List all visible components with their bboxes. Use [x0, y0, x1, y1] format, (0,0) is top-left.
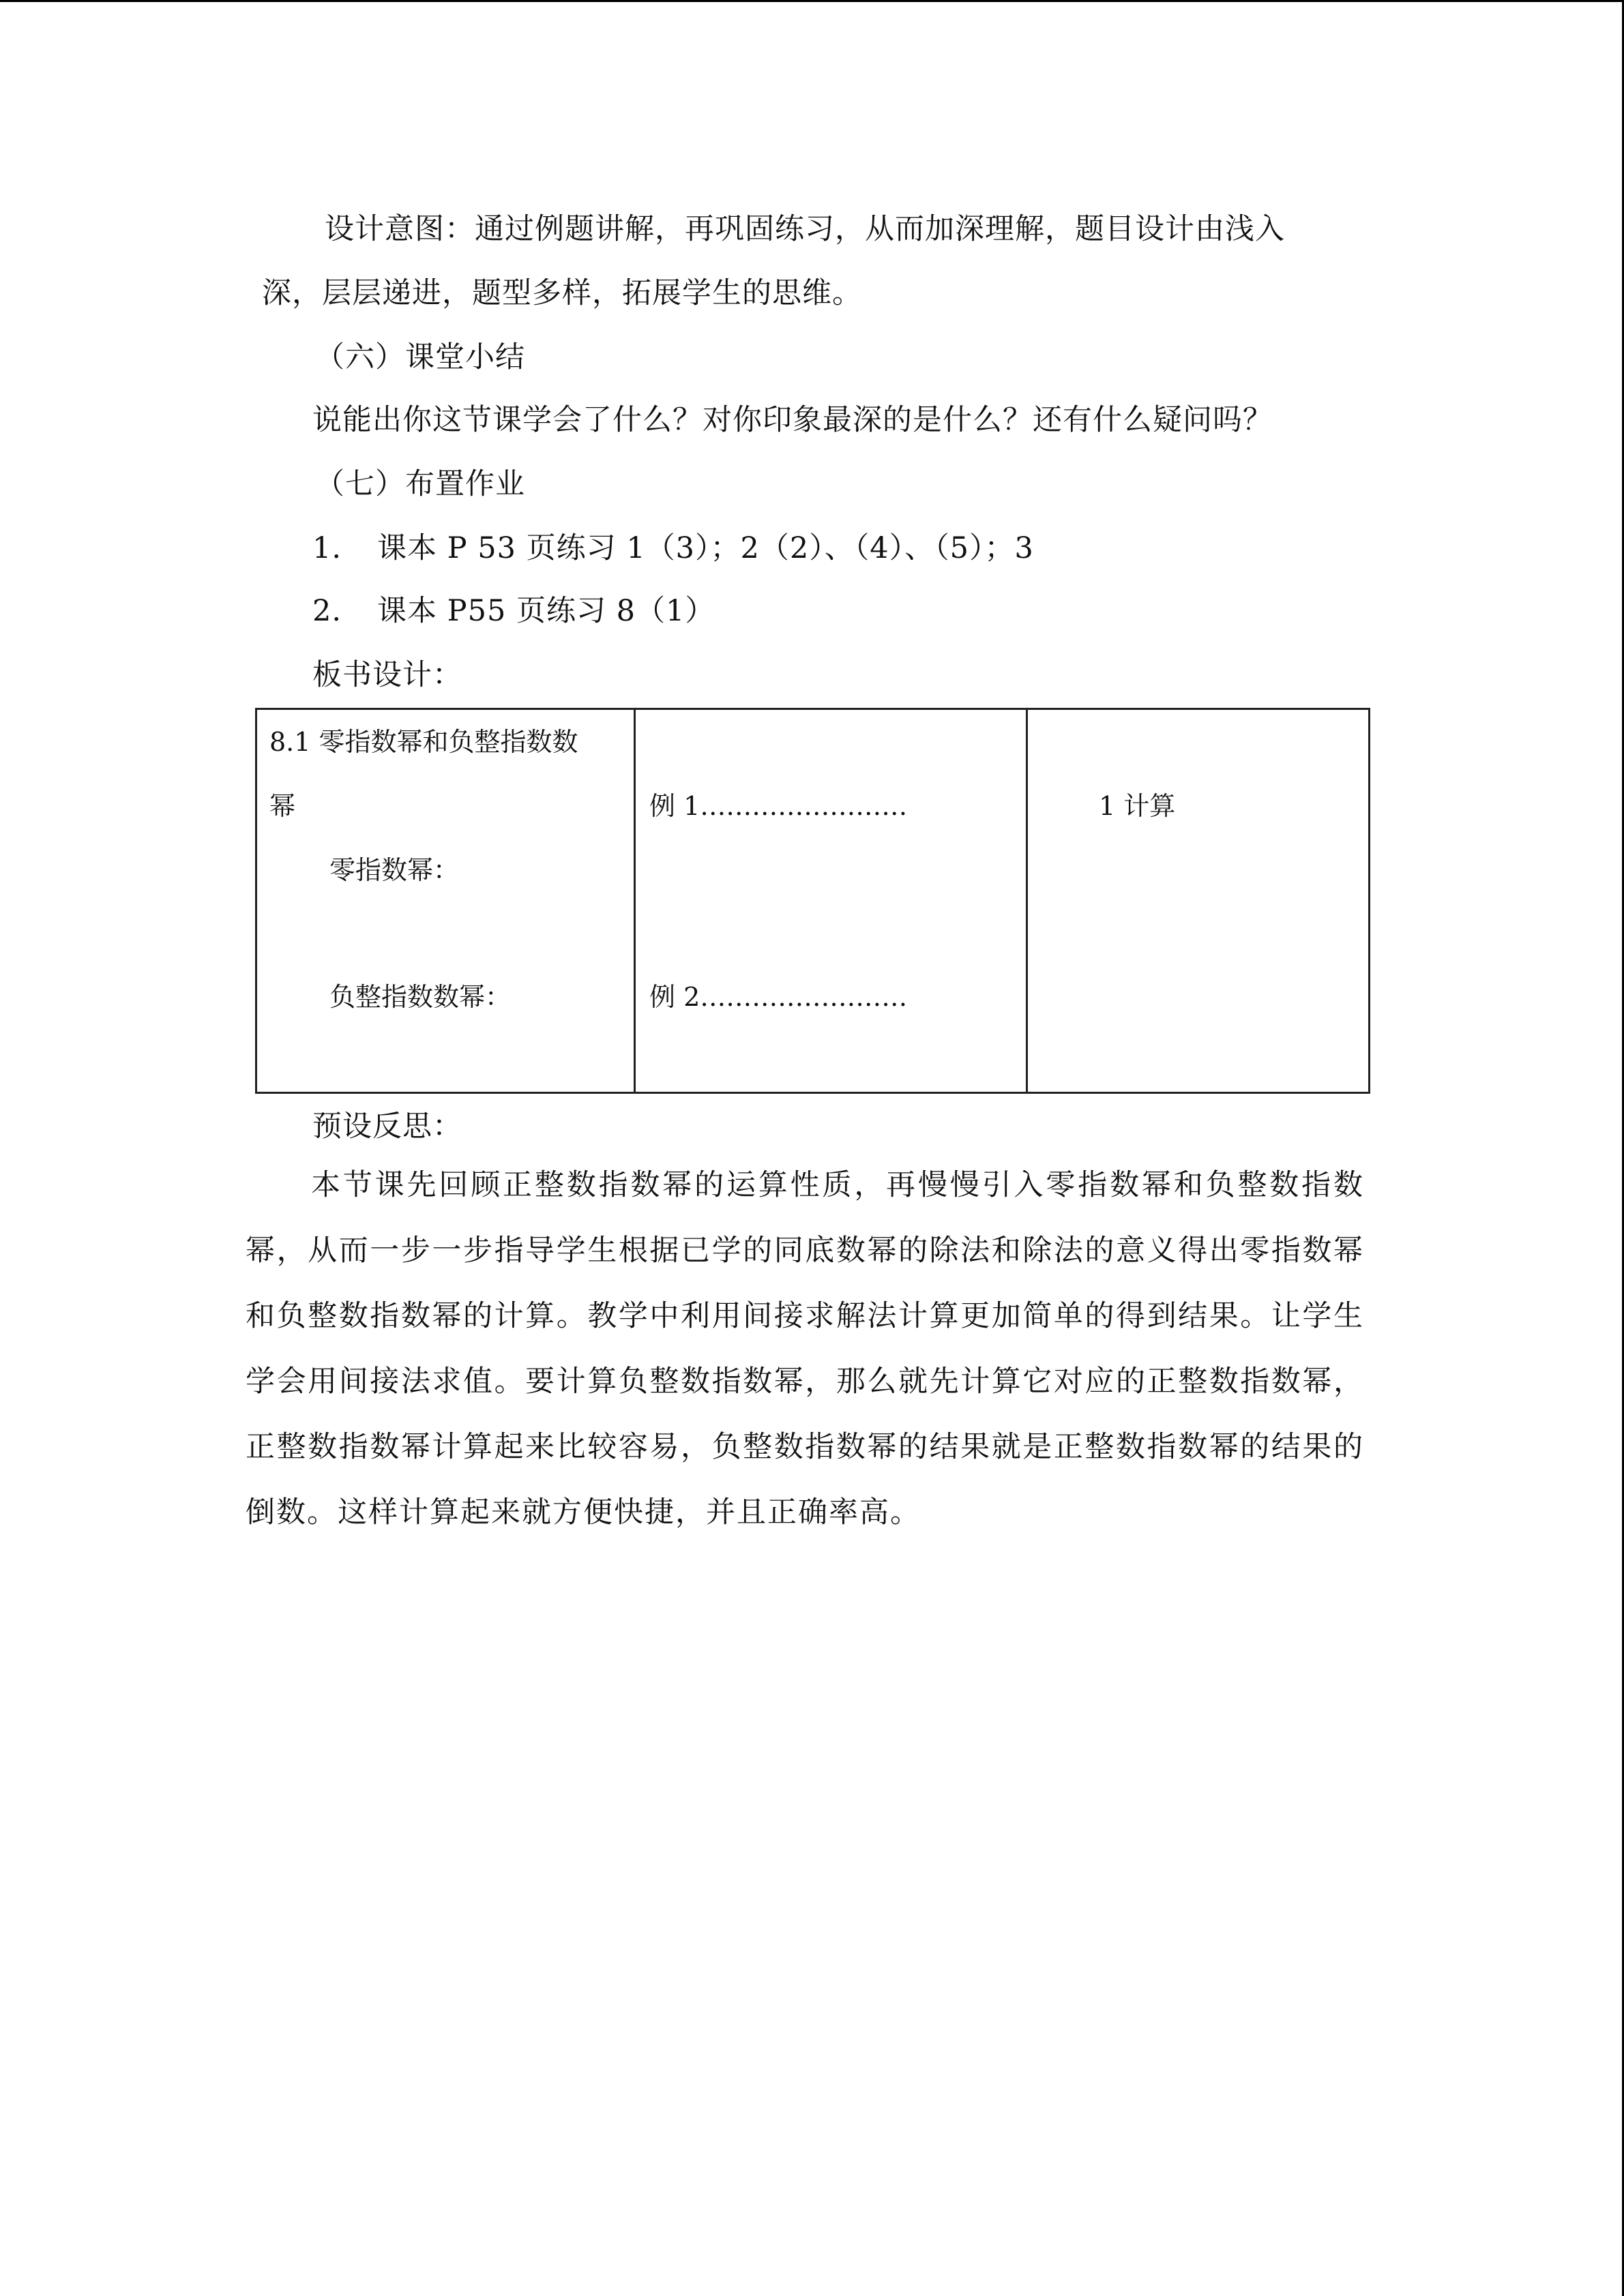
board-negative-exponent: 负整指数数幂： — [329, 982, 512, 1012]
board-col-examples — [635, 709, 1027, 1093]
board-design-table — [255, 708, 1370, 1094]
design-intent-line1: 设计意图：通过例题讲解，再巩固练习，从而加深理解，题目设计由浅入 — [325, 212, 1285, 246]
section7-heading: （七）布置作业 — [315, 467, 525, 501]
board-col-concepts — [256, 709, 635, 1093]
section6-text: 说能出你这节课学会了什么？对你印象最深的是什么？还有什么疑问吗？ — [312, 403, 1273, 437]
board-title-line2: 幂 — [269, 791, 296, 821]
board-title-line1: 8.1 零指数幂和负整指数数 — [269, 727, 578, 757]
design-intent-line2: 深，层层递进，题型多样，拓展学生的思维。 — [262, 276, 862, 310]
board-example-2: 例 2…………………… — [649, 982, 908, 1012]
section6-heading: （六）课堂小结 — [315, 340, 525, 374]
board-col-exercises — [1027, 709, 1370, 1093]
reflection-label: 预设反思： — [312, 1109, 462, 1144]
homework-item-2-num: 2. — [312, 594, 342, 628]
homework-item-1 — [312, 528, 1034, 569]
board-label: 板书设计： — [312, 658, 462, 692]
page-border-top — [0, 0, 1624, 2]
board-calc: 1 计算 — [1099, 791, 1176, 821]
board-example-1: 例 1…………………… — [649, 791, 908, 821]
homework-item-1-text: 课本 P 53 页练习 1（3）；2（2）、（4）、（5）；3 — [377, 531, 1034, 565]
homework-item-1-num: 1. — [312, 531, 342, 565]
homework-item-2-text: 课本 P55 页练习 8（1） — [377, 594, 715, 628]
homework-item-2 — [312, 591, 715, 631]
reflection-paragraph: 本节课先回顾正整数指数幂的运算性质，再慢慢引入零指数幂和负整数指数幂，从而一步一步指导学生根据已学的同底数幂的除法和除法的意义得出零指数幂和负整数指数幂的计算。教学中利用间接求解法计算更加简单的得到结果。让学生学会用间接法求值。要计算负整数指数幂，那么就先计算它对应的正整数指数幂，正整数指数幂计算起来比较容易，负整数指数幂的结果就是正整数指数幂的结果的倒数。这样计算起来就方便快捷，并且正确率高。 — [246, 1168, 1364, 1530]
board-zero-exponent: 零指数幂： — [329, 855, 460, 885]
